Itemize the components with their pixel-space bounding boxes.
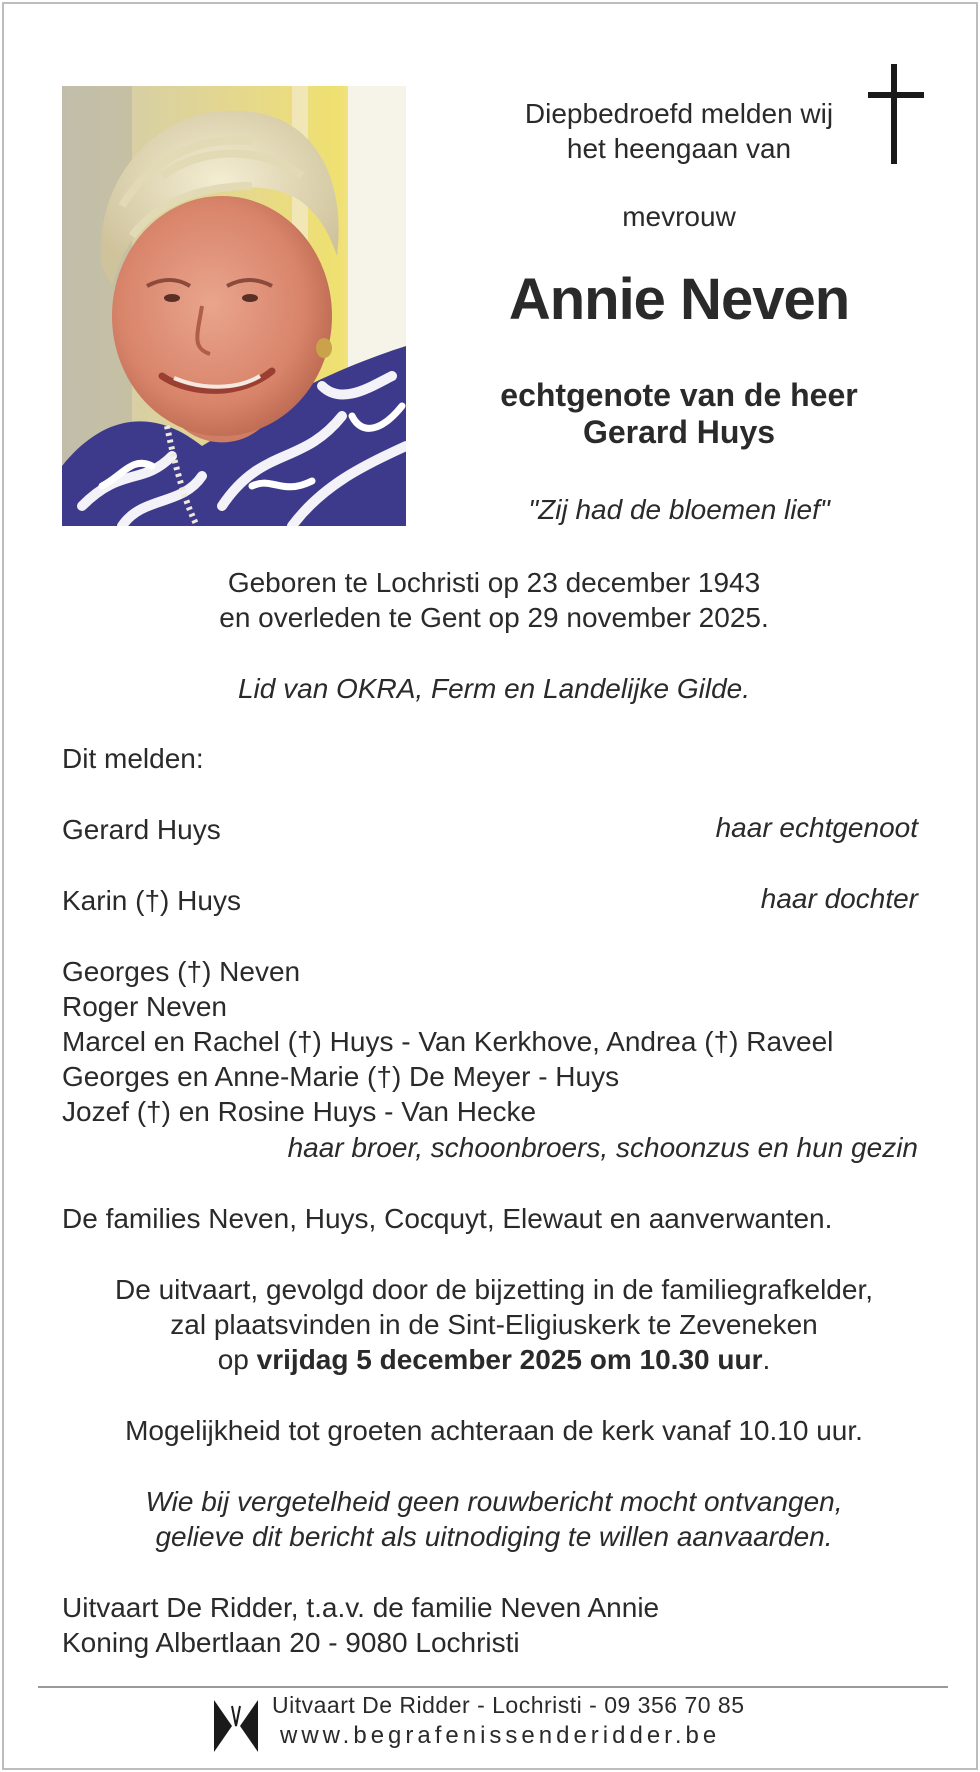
intro-line-1: Diepbedroefd melden wij — [524, 98, 834, 129]
funeral-details — [44, 1272, 944, 1377]
spouse-line-2: Gerard Huys — [582, 414, 776, 450]
portrait-illustration — [62, 86, 406, 526]
portrait-photo — [62, 86, 406, 526]
sibling-line: Roger Neven — [62, 991, 227, 1022]
notice-line-2: gelieve dit bericht als uitnodiging te willen aanvaarden. — [155, 1521, 833, 1552]
funeral-line-1: De uitvaart, gevolgd door de bijzetting in de familiegrafkelder, — [115, 1274, 873, 1305]
footer-contact: Uitvaart De Ridder - Lochristi - 09 356 70 85 — [272, 1692, 745, 1718]
notice — [44, 1484, 944, 1554]
families-line: De families Neven, Huys, Cocquyt, Elewaut en aanverwanten. — [62, 1203, 833, 1234]
daughter-name: Karin (†) Huys — [62, 885, 241, 916]
notice-line-1: Wie bij vergetelheid geen rouwbericht mocht ontvangen, — [145, 1486, 843, 1517]
sibling-line: Jozef (†) en Rosine Huys - Van Hecke — [62, 1096, 537, 1127]
sender-line-1: Uitvaart De Ridder, t.a.v. de familie Neven Annie — [62, 1592, 660, 1623]
funeral-datetime: vrijdag 5 december 2025 om 10.30 uur — [256, 1344, 763, 1375]
greeting-info: Mogelijkheid tot groeten achteraan de kerk vanaf 10.10 uur. — [125, 1415, 863, 1446]
died-line: en overleden te Gent op 29 november 2025. — [219, 602, 769, 633]
siblings-list — [62, 954, 833, 1129]
sender-address — [62, 1590, 659, 1660]
relatives-intro: Dit melden: — [62, 743, 204, 774]
intro-text — [434, 96, 924, 166]
obituary-card — [2, 2, 978, 1770]
title-word: mevrouw — [622, 201, 736, 232]
siblings-role: haar broer, schoonbroers, schoonzus en hun gezin — [287, 1132, 918, 1163]
spouse-name: Gerard Huys — [62, 814, 221, 845]
funeral-line-2: zal plaatsvinden in de Sint-Eligiuskerk te Zeveneken — [170, 1309, 818, 1340]
funeral-suffix: . — [762, 1344, 771, 1375]
spouse-text — [434, 377, 924, 451]
funeral-home-logo-icon — [212, 1698, 260, 1754]
born-line: Geboren te Lochristi op 23 december 1943 — [227, 567, 761, 598]
intro-line-2: het heengaan van — [566, 133, 792, 164]
daughter-role: haar dochter — [760, 883, 918, 914]
quote: "Zij had de bloemen lief" — [528, 494, 830, 525]
funeral-line-3 — [44, 1342, 944, 1377]
sender-line-2: Koning Albertlaan 20 - 9080 Lochristi — [62, 1627, 520, 1658]
footer-website[interactable]: www.begrafenissenderidder.be — [280, 1722, 721, 1749]
deceased-name: Annie Neven — [508, 267, 850, 332]
spouse-line-1: echtgenote van de heer — [500, 377, 858, 413]
sibling-line: Georges (†) Neven — [62, 956, 301, 987]
spouse-role: haar echtgenoot — [715, 812, 918, 843]
sibling-line: Marcel en Rachel (†) Huys - Van Kerkhove, Andrea (†) Raveel — [62, 1026, 834, 1057]
footer-divider — [38, 1686, 948, 1688]
sibling-line: Georges en Anne-Marie (†) De Meyer - Huys — [62, 1061, 620, 1092]
lifespan — [44, 565, 944, 635]
funeral-prefix: op — [217, 1344, 257, 1375]
membership: Lid van OKRA, Ferm en Landelijke Gilde. — [237, 673, 751, 704]
